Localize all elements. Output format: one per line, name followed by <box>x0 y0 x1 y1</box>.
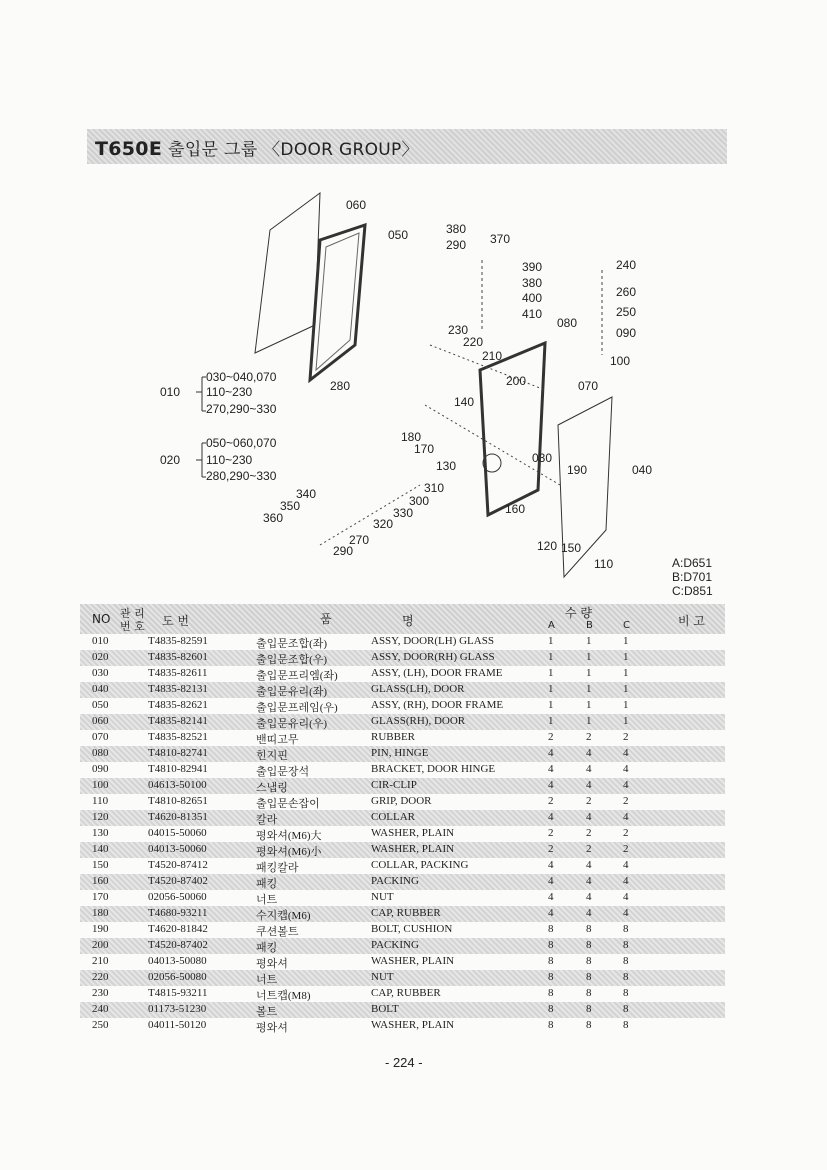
row-qty-a: 8 <box>548 1003 554 1015</box>
row-qty-a: 2 <box>548 827 554 839</box>
row-name-en: RUBBER <box>371 731 416 743</box>
row-name-kr: 출입문조합(우) <box>256 654 328 666</box>
variant-a: A:D651 <box>672 556 713 570</box>
row-name-en: PACKING <box>371 875 419 887</box>
header-b: B <box>586 620 593 631</box>
exploded-door-diagram <box>150 185 670 585</box>
row-part-no: T4835-82621 <box>148 699 208 711</box>
row-qty-b: 1 <box>586 667 592 679</box>
row-qty-a: 1 <box>548 683 554 695</box>
callout-200: 200 <box>506 374 527 388</box>
header-name-1: 품 <box>320 612 332 626</box>
row-no: 030 <box>92 667 109 679</box>
callout-320: 320 <box>373 517 394 531</box>
row-part-no: T4835-82601 <box>148 651 208 663</box>
row-name-en: COLLAR, PACKING <box>371 859 469 871</box>
callout-160: 160 <box>505 502 526 516</box>
callout-380: 380 <box>446 222 467 236</box>
row-qty-b: 8 <box>586 923 592 935</box>
callout-labels <box>263 198 652 571</box>
row-qty-b: 2 <box>586 843 592 855</box>
row-part-no: T4680-93211 <box>148 907 208 919</box>
row-name-en: NUT <box>371 891 394 903</box>
row-qty-b: 1 <box>586 635 592 647</box>
row-no: 040 <box>92 683 109 695</box>
row-part-no: 04011-50120 <box>148 1019 207 1031</box>
callout-250: 250 <box>616 305 637 319</box>
table-row <box>80 938 725 954</box>
callout-080: 080 <box>557 316 578 330</box>
row-qty-a: 1 <box>548 715 554 727</box>
group-010-line-3: 270,290~330 <box>206 402 277 416</box>
row-qty-a: 8 <box>548 939 554 951</box>
callout-410: 410 <box>522 307 543 321</box>
page-title <box>95 135 419 160</box>
callout-030: 030 <box>532 451 553 465</box>
callout-400: 400 <box>522 291 543 305</box>
row-name-en: CIR-CLIP <box>371 779 417 791</box>
callout-260: 260 <box>616 285 637 299</box>
header-c: C <box>623 620 630 631</box>
table-row <box>80 842 725 858</box>
row-qty-c: 2 <box>623 843 629 855</box>
row-qty-c: 8 <box>623 971 629 983</box>
row-name-en: ASSY, DOOR(RH) GLASS <box>371 651 495 663</box>
callout-110: 110 <box>594 557 614 571</box>
table-row <box>80 650 725 666</box>
row-name-en: WASHER, PLAIN <box>371 827 455 839</box>
frame-lh-shape <box>310 225 365 380</box>
row-qty-b: 8 <box>586 1003 592 1015</box>
row-qty-c: 1 <box>623 699 629 711</box>
callout-300: 300 <box>409 494 430 508</box>
row-qty-b: 2 <box>586 731 592 743</box>
row-name-kr: 칼라 <box>256 814 278 826</box>
header-remark: 비 고 <box>678 614 705 628</box>
row-name-kr: 패킹 <box>256 942 278 954</box>
header-mgmt-1: 관 리 <box>120 607 145 620</box>
row-name-kr: 출입문유리(우) <box>256 718 328 730</box>
row-name-kr: 패킹 <box>256 878 278 890</box>
row-qty-c: 2 <box>623 731 629 743</box>
row-name-kr: 평와셔 <box>256 958 288 970</box>
row-part-no: 02056-50060 <box>148 891 207 903</box>
group-020 <box>160 436 277 483</box>
row-qty-c: 8 <box>623 939 629 951</box>
row-qty-a: 2 <box>548 843 554 855</box>
callout-210: 210 <box>482 349 503 363</box>
table-row <box>80 922 725 938</box>
row-part-no: 04015-50060 <box>148 827 207 839</box>
row-no: 090 <box>92 763 109 775</box>
callout-310: 310 <box>424 481 445 495</box>
group-020-no: 020 <box>160 453 181 467</box>
row-name-en: ASSY, DOOR(LH) GLASS <box>371 635 494 647</box>
table-row <box>80 762 725 778</box>
row-qty-c: 8 <box>623 1019 629 1031</box>
row-name-kr: 너트 <box>256 974 278 986</box>
row-name-en: CAP, RUBBER <box>371 907 441 919</box>
row-qty-a: 4 <box>548 779 554 791</box>
row-part-no: T4520-87412 <box>148 859 208 871</box>
callout-120: 120 <box>537 539 558 553</box>
row-qty-c: 8 <box>623 923 629 935</box>
callout-150: 150 <box>561 541 582 555</box>
callout-350: 350 <box>280 499 301 513</box>
header-part-no: 도 번 <box>162 614 189 628</box>
group-010-no: 010 <box>160 385 181 399</box>
row-part-no: T4520-87402 <box>148 875 208 887</box>
row-no: 120 <box>92 811 109 823</box>
row-name-kr: 출입문프레임(우) <box>256 702 338 714</box>
row-no: 190 <box>92 923 109 935</box>
row-qty-a: 2 <box>548 795 554 807</box>
row-qty-a: 1 <box>548 699 554 711</box>
callout-220: 220 <box>463 335 484 349</box>
row-qty-c: 4 <box>623 907 629 919</box>
row-qty-c: 4 <box>623 891 629 903</box>
row-qty-c: 4 <box>623 811 629 823</box>
row-name-kr: 출입문조합(좌) <box>256 638 328 650</box>
parts-table <box>80 634 725 1034</box>
row-qty-b: 2 <box>586 827 592 839</box>
row-no: 110 <box>92 795 109 807</box>
callout-140: 140 <box>454 395 475 409</box>
callout-360: 360 <box>263 511 284 525</box>
row-qty-c: 4 <box>623 779 629 791</box>
row-qty-a: 2 <box>548 731 554 743</box>
row-no: 060 <box>92 715 109 727</box>
row-no: 010 <box>92 635 109 647</box>
row-no: 070 <box>92 731 109 743</box>
row-qty-a: 8 <box>548 923 554 935</box>
row-qty-b: 4 <box>586 763 592 775</box>
callout-230: 230 <box>448 323 469 337</box>
row-name-kr: 평와셔 <box>256 1022 288 1034</box>
row-name-kr: 평와셔(M6)小 <box>256 846 322 858</box>
row-name-kr: 출입문유리(좌) <box>256 686 328 698</box>
row-qty-c: 4 <box>623 747 629 759</box>
row-part-no: T4810-82941 <box>148 763 208 775</box>
table-row <box>80 682 725 698</box>
row-part-no: T4835-82141 <box>148 715 208 727</box>
row-name-kr: 쿠션볼트 <box>256 926 299 938</box>
row-qty-c: 1 <box>623 635 629 647</box>
row-name-en: GLASS(RH), DOOR <box>371 715 466 727</box>
row-qty-a: 1 <box>548 651 554 663</box>
page-number: - 224 - <box>385 1055 423 1070</box>
row-no: 210 <box>92 955 109 967</box>
row-name-kr: 출입문프리엠(좌) <box>256 670 338 682</box>
row-name-en: WASHER, PLAIN <box>371 843 455 855</box>
glass-lh-shape <box>255 193 320 353</box>
table-row <box>80 666 725 682</box>
row-part-no: T4835-82521 <box>148 731 208 743</box>
row-qty-b: 2 <box>586 795 592 807</box>
table-row <box>80 810 725 826</box>
row-no: 170 <box>92 891 109 903</box>
row-name-kr: 너트캡(M8) <box>256 990 311 1002</box>
row-qty-c: 4 <box>623 875 629 887</box>
row-name-en: COLLAR <box>371 811 415 823</box>
row-qty-c: 4 <box>623 859 629 871</box>
row-qty-b: 1 <box>586 683 592 695</box>
model-name: T650E <box>95 138 163 160</box>
callout-270: 270 <box>349 533 370 547</box>
table-row <box>80 858 725 874</box>
row-part-no: 02056-50080 <box>148 971 207 983</box>
row-name-kr: 볼트 <box>256 1006 278 1018</box>
row-qty-b: 8 <box>586 955 592 967</box>
callout-130: 130 <box>436 459 457 473</box>
header-name-2: 명 <box>402 614 414 628</box>
row-qty-a: 1 <box>548 635 554 647</box>
row-name-kr: 너트 <box>256 894 278 906</box>
row-name-kr: 패킹칼라 <box>256 862 299 874</box>
row-qty-a: 8 <box>548 987 554 999</box>
row-part-no: T4620-81351 <box>148 811 208 823</box>
row-qty-c: 2 <box>623 827 629 839</box>
row-qty-b: 8 <box>586 939 592 951</box>
row-name-en: WASHER, PLAIN <box>371 1019 455 1031</box>
group-010-line-2: 110~230 <box>206 385 253 399</box>
row-part-no: T4815-93211 <box>148 987 208 999</box>
callout-060: 060 <box>346 198 367 212</box>
row-no: 050 <box>92 699 109 711</box>
group-010-line-1: 030~040,070 <box>206 370 277 384</box>
row-no: 140 <box>92 843 109 855</box>
row-qty-c: 1 <box>623 715 629 727</box>
table-row <box>80 778 725 794</box>
row-part-no: T4835-82591 <box>148 635 208 647</box>
callout-180: 180 <box>401 430 422 444</box>
table-row <box>80 986 725 1002</box>
frame-lh-inner <box>316 233 359 370</box>
row-name-en: BOLT, CUSHION <box>371 923 453 935</box>
row-no: 020 <box>92 651 109 663</box>
row-name-kr: 힌지핀 <box>256 750 288 762</box>
row-part-no: T4810-82741 <box>148 747 208 759</box>
row-part-no: 04013-50080 <box>148 955 207 967</box>
row-name-kr: 출입문장석 <box>256 766 310 778</box>
row-qty-c: 1 <box>623 683 629 695</box>
row-qty-b: 8 <box>586 971 592 983</box>
group-010 <box>160 370 277 416</box>
row-name-en: BRACKET, DOOR HINGE <box>371 763 496 775</box>
row-no: 180 <box>92 907 109 919</box>
row-name-en: BOLT <box>371 1003 399 1015</box>
row-part-no: T4835-82611 <box>148 667 208 679</box>
row-qty-c: 1 <box>623 667 629 679</box>
row-qty-a: 4 <box>548 747 554 759</box>
row-name-en: WASHER, PLAIN <box>371 955 455 967</box>
row-qty-a: 1 <box>548 667 554 679</box>
row-name-kr: 출입문손잡이 <box>256 798 320 810</box>
header-qty: 수 량 <box>565 606 592 620</box>
row-no: 160 <box>92 875 109 887</box>
table-row <box>80 698 725 714</box>
group-020-line-2: 110~230 <box>206 453 253 467</box>
row-no: 230 <box>92 987 109 999</box>
row-no: 220 <box>92 971 109 983</box>
row-qty-b: 4 <box>586 747 592 759</box>
table-row <box>80 1018 725 1034</box>
callout-390: 390 <box>522 260 543 274</box>
row-qty-b: 1 <box>586 651 592 663</box>
row-part-no: 04613-50100 <box>148 779 207 791</box>
table-row <box>80 970 725 986</box>
callout-290b: 290 <box>333 544 354 558</box>
callout-330: 330 <box>393 506 414 520</box>
row-name-en: ASSY, (RH), DOOR FRAME <box>371 699 504 711</box>
row-part-no: T4810-82651 <box>148 795 208 807</box>
callout-070: 070 <box>578 379 599 393</box>
row-qty-b: 1 <box>586 715 592 727</box>
row-no: 100 <box>92 779 109 791</box>
row-qty-c: 4 <box>623 763 629 775</box>
row-no: 200 <box>92 939 109 951</box>
row-name-en: ASSY, (LH), DOOR FRAME <box>371 667 503 679</box>
row-qty-a: 4 <box>548 875 554 887</box>
callout-380b: 380 <box>522 276 543 290</box>
row-qty-b: 4 <box>586 907 592 919</box>
row-qty-b: 4 <box>586 859 592 871</box>
callout-290: 290 <box>446 238 467 252</box>
table-row <box>80 714 725 730</box>
row-name-en: CAP, RUBBER <box>371 987 441 999</box>
row-name-en: NUT <box>371 971 394 983</box>
frame-rh-shape <box>480 343 545 515</box>
table-row <box>80 890 725 906</box>
row-qty-c: 8 <box>623 987 629 999</box>
row-qty-c: 8 <box>623 955 629 967</box>
row-part-no: 01173-51230 <box>148 1003 207 1015</box>
variant-c: C:D851 <box>672 584 713 598</box>
row-part-no: T4620-81842 <box>148 923 208 935</box>
row-qty-b: 8 <box>586 1019 592 1031</box>
row-no: 150 <box>92 859 109 871</box>
table-row <box>80 794 725 810</box>
callout-280: 280 <box>330 379 351 393</box>
row-qty-b: 8 <box>586 987 592 999</box>
row-no: 250 <box>92 1019 109 1031</box>
row-part-no: T4520-87402 <box>148 939 208 951</box>
row-name-en: GRIP, DOOR <box>371 795 432 807</box>
row-qty-b: 4 <box>586 891 592 903</box>
row-qty-a: 4 <box>548 811 554 823</box>
row-name-kr: 밴띠고무 <box>256 734 299 746</box>
row-name-kr: 평와셔(M6)大 <box>256 830 322 842</box>
table-row <box>80 954 725 970</box>
row-qty-c: 8 <box>623 1003 629 1015</box>
row-no: 130 <box>92 827 109 839</box>
callout-040: 040 <box>632 463 653 477</box>
row-qty-b: 4 <box>586 811 592 823</box>
header-mgmt-2: 번 호 <box>120 620 145 633</box>
row-qty-a: 4 <box>548 763 554 775</box>
callout-090: 090 <box>616 326 637 340</box>
row-name-en: PACKING <box>371 939 419 951</box>
header-a: A <box>548 620 555 631</box>
callout-240: 240 <box>616 258 637 272</box>
callout-340: 340 <box>296 487 317 501</box>
callout-370: 370 <box>490 232 511 246</box>
row-name-en: GLASS(LH), DOOR <box>371 683 465 695</box>
row-qty-c: 1 <box>623 651 629 663</box>
callout-190: 190 <box>567 463 588 477</box>
table-row <box>80 634 725 650</box>
table-header <box>80 604 725 634</box>
row-part-no: T4835-82131 <box>148 683 208 695</box>
callout-100: 100 <box>610 354 631 368</box>
table-row <box>80 746 725 762</box>
row-qty-b: 4 <box>586 779 592 791</box>
table-row <box>80 874 725 890</box>
row-no: 080 <box>92 747 109 759</box>
row-qty-b: 4 <box>586 875 592 887</box>
row-qty-a: 8 <box>548 971 554 983</box>
variant-b: B:D701 <box>672 570 713 584</box>
table-row <box>80 906 725 922</box>
row-qty-b: 1 <box>586 699 592 711</box>
group-020-line-1: 050~060,070 <box>206 436 277 450</box>
table-row <box>80 1002 725 1018</box>
row-qty-a: 4 <box>548 907 554 919</box>
row-name-kr: 스냅링 <box>256 782 288 794</box>
callout-170: 170 <box>414 442 435 456</box>
row-qty-c: 2 <box>623 795 629 807</box>
row-qty-a: 8 <box>548 1019 554 1031</box>
header-no: NO <box>92 612 111 626</box>
title-text: 출입문 그룹 〈DOOR GROUP〉 <box>168 140 419 160</box>
row-no: 240 <box>92 1003 109 1015</box>
row-name-en: PIN, HINGE <box>371 747 429 759</box>
row-qty-a: 4 <box>548 891 554 903</box>
variant-legend <box>672 556 713 598</box>
group-020-line-3: 280,290~330 <box>206 469 277 483</box>
title-bar <box>87 129 727 164</box>
callout-050: 050 <box>388 228 409 242</box>
table-row <box>80 826 725 842</box>
table-row <box>80 730 725 746</box>
row-name-kr: 수지캡(M6) <box>256 910 311 922</box>
row-part-no: 04013-50060 <box>148 843 207 855</box>
row-qty-a: 8 <box>548 955 554 967</box>
row-qty-a: 4 <box>548 859 554 871</box>
